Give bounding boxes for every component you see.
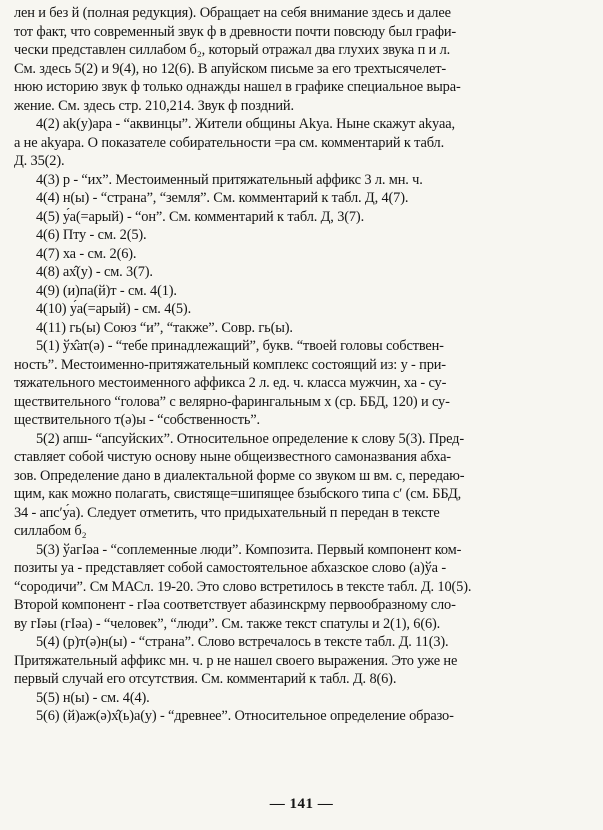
text-line: тяжательного местоименного аффикса 2 л. ед. ч. класса мужчин, ха - су-	[14, 375, 447, 391]
text-line: зов. Определение дано в диалектальной форме со звуком ш вм. с, передаю-	[14, 467, 465, 484]
text-line: 4(8) ах̂(у) - см. 3(7).	[36, 264, 153, 280]
text-line: 4(9) (и)па(й)т - см. 4(1).	[36, 282, 177, 299]
text-line: ву гIәы (гIәа) - “человек”, “люди”. См. также текст спатулы и 2(1), 6(6).	[14, 615, 441, 632]
text-line: тот факт, что современный звук ф в древности почти повсюду был графи-	[14, 23, 457, 40]
text-line: лен и без й (полная редукция). Обращает на себя внимание здесь и далее	[14, 5, 451, 21]
text-line: 4(3) р - “их”. Местоименный притяжательный аффикс 3 л. мн. ч.	[36, 171, 423, 188]
text-line: “сородичи”. См МАСл. 19-20. Это слово встретилось в тексте табл. Д. 10(5).	[14, 578, 472, 595]
text-line: 4(2) ak(y)ара - “аквинцы”. Жители общины Akya. Ныне скажут akyaa,	[36, 116, 455, 132]
text-line: жение. См. здесь стр. 210,214. Звук ф поздний.	[14, 97, 294, 114]
text-line: 4(4) н(ы) - “страна”, “земля”. См. комментарий к табл. Д, 4(7).	[36, 190, 409, 206]
text-line: первый случай его отсутствия. См. комментарий к табл. Д. 8(6).	[14, 671, 397, 687]
text-line: ность”. Местоименно-притяжательный комплекс состоящий из: у - при-	[14, 356, 446, 373]
text-line: а не akyapa. О показателе собирательности =ра см. комментарий к табл.	[14, 134, 445, 151]
text-line: 4(11) гь(ы) Союз “и”, “также”. Совр. гь(ы).	[36, 319, 293, 336]
text-line: 4(7) ха - см. 2(6).	[36, 245, 137, 262]
text-line: чески представлен силлабом б₂, который отражал два глухих звука п и л.	[14, 42, 451, 58]
text-line: 5(4) (р)т(ә)н(ы) - “страна”. Слово встречалось в тексте табл. Д. 11(3).	[36, 634, 449, 650]
text-line: См. здесь 5(2) и 9(4), но 12(6). В апуйском письме за его трехтысячелет-	[14, 60, 447, 77]
text-line: ществительного “голова” с велярно-фарингальным х (ср. ББД, 120) и су-	[14, 393, 450, 410]
text-line: 5(1) ўх̂ат(ә) - “тебе принадлежащий”, букв. “твоей головы собствен-	[36, 338, 444, 354]
text-line: Притяжательный аффикс мн. ч. р не нашел своего выражения. Это уже не	[14, 652, 458, 669]
text-line: 5(5) н(ы) - см. 4(4).	[36, 689, 150, 706]
text-line: 4(5) у́а(=арый) - “он”. См. комментарий к табл. Д, 3(7).	[36, 208, 365, 225]
text-line: позиты уа - представляет собой самостоятельное абхазское слово (а)ўа -	[14, 560, 447, 576]
text-line: 5(2) апш- “апсуйских”. Относительное определение к слову 5(3). Пред-	[36, 430, 464, 447]
text-line: 5(6) (й)аж(ә)х̂(ь)а(у) - “древнее”. Относительное определение образо-	[36, 708, 454, 724]
text-line: 4(10) у́а(=арый) - см. 4(5).	[36, 301, 192, 317]
text-line: силлабом б₂	[14, 523, 87, 539]
page-number: — 141 —	[269, 796, 334, 812]
text-line: щим, как можно полагать, свистяще=шипящее бзыбского типа с′ (см. ББД,	[14, 486, 462, 502]
text-body	[14, 4, 589, 726]
text-line: нюю историю звук ф только однажды нашел в графике специальное выра-	[14, 79, 461, 95]
text-line: ществительного т(ә)ы - “собственность”.	[14, 412, 260, 428]
text-line: ставляет собой чистую основу ныне общеизвестного самоназвания абха-	[14, 449, 451, 465]
text-line: 5(3) ўагIәа - “соплеменные люди”. Композита. Первый компонент ком-	[36, 541, 462, 558]
text-line: Второй компонент - гIәа соответствует абазинскрму первообразному сло-	[14, 597, 456, 613]
text-line: 4(6) Пту - см. 2(5).	[36, 227, 147, 243]
text-line: 34 - апс′у́а). Следует отметить, что придыхательный п передан в тексте	[14, 504, 440, 521]
text-line: Д. 35(2).	[14, 153, 65, 169]
